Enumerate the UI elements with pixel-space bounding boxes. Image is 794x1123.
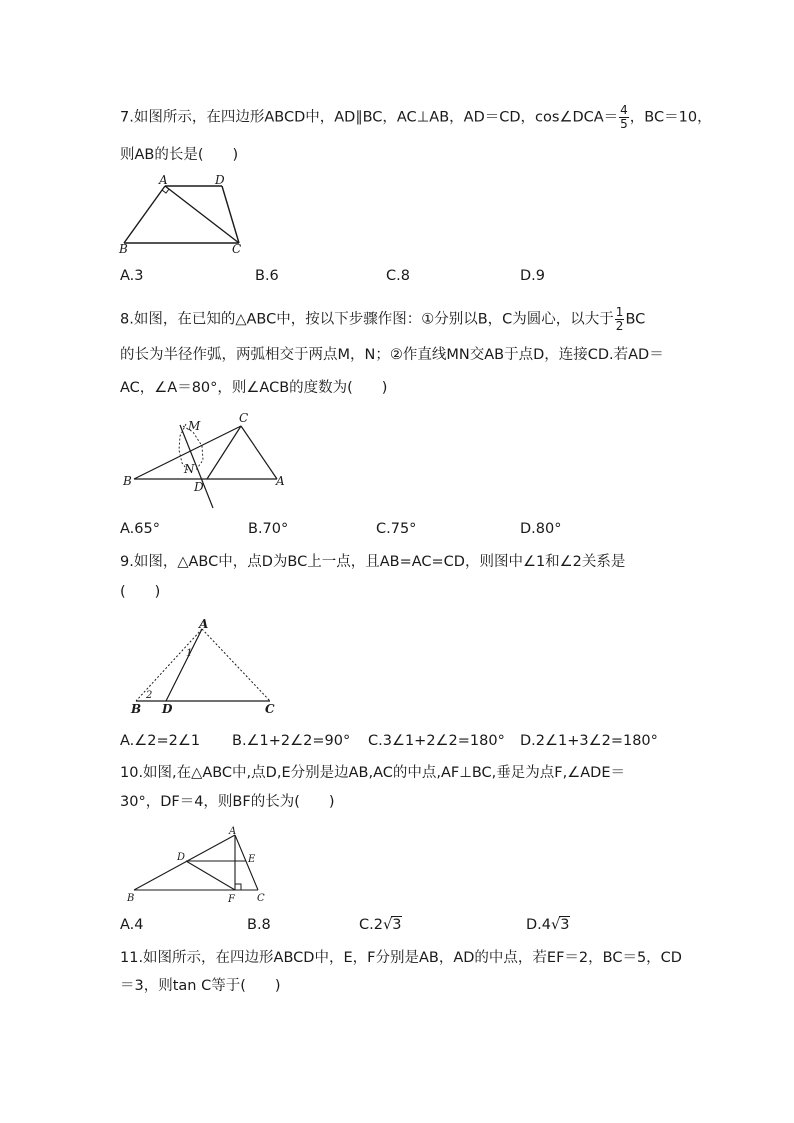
q7-stem-text: 7.如图所示，在四边形ABCD中，AD∥BC，AC⊥AB，AD＝CD，cos∠DCA＝ <box>120 109 619 126</box>
q7-label-b: B <box>119 242 128 256</box>
q9-label-a: A <box>199 617 209 631</box>
q7-label-d: D <box>215 173 225 187</box>
q8-label-d: D <box>194 480 204 494</box>
q8-label-m: M <box>188 419 201 433</box>
q10-option-a[interactable]: A.4 <box>120 917 144 933</box>
q9-option-c[interactable]: C.3∠1+2∠2=180° <box>368 733 505 749</box>
q11-stem-line2: ＝3，则tan C等于( ) <box>120 978 281 994</box>
q10-right-angle-mark <box>235 884 241 890</box>
q7-option-a[interactable]: A.3 <box>120 268 144 284</box>
q9-segment-ab <box>136 629 202 701</box>
q7-fraction-denominator: 5 <box>620 117 628 131</box>
q10-option-c-text: C.2 <box>359 917 383 933</box>
q8-label-b: B <box>123 474 132 488</box>
q8-stem-line3: AC，∠A＝80°，则∠ACB的度数为( ) <box>120 380 388 396</box>
q9-segment-ad <box>166 629 202 701</box>
q8-stem-text-end: BC <box>625 311 646 328</box>
q10-segment-ab <box>134 835 235 890</box>
q10-option-c-radicand: 3 <box>392 917 402 933</box>
q8-arc-right <box>183 426 203 470</box>
sqrt-icon: √ <box>382 917 393 933</box>
q8-option-a[interactable]: A.65° <box>120 521 160 537</box>
q7-option-c[interactable]: C.8 <box>386 268 410 284</box>
q10-option-c[interactable] <box>359 915 402 935</box>
q10-option-d-radicand: 3 <box>560 917 570 933</box>
q9-stem-line2: ( ) <box>120 584 161 600</box>
q10-label-d: D <box>177 852 186 863</box>
q9-label-angle2: 2 <box>146 690 153 701</box>
q8-fraction-denominator: 2 <box>615 319 624 333</box>
q10-stem-line1: 10.如图,在△ABC中,点D,E分别是边AB,AC的中点,AF⊥BC,垂足为点F,∠ADE＝ <box>120 765 625 781</box>
q10-option-d[interactable] <box>526 915 570 935</box>
q9-label-d: D <box>162 702 173 716</box>
q10-option-b[interactable]: B.8 <box>247 917 271 933</box>
q7-segment-ac <box>165 186 239 243</box>
q9-label-c: C <box>265 702 275 716</box>
q8-segment-ca <box>241 426 277 479</box>
q8-segment-cd <box>207 426 241 479</box>
q9-segment-ac <box>202 629 270 701</box>
q7-stem-line1 <box>120 104 712 131</box>
q9-stem-line1: 9.如图，△ABC中，点D为BC上一点，且AB=AC=CD，则图中∠1和∠2关系是 <box>120 554 626 570</box>
q8-segment-bc <box>134 426 241 479</box>
q7-segment-dc <box>222 186 239 243</box>
q9-label-angle1: 1 <box>186 648 193 659</box>
q8-option-b[interactable]: B.70° <box>248 521 289 537</box>
q7-label-a: A <box>159 173 168 187</box>
q11-stem-line1: 11.如图所示，在四边形ABCD中，E，F分别是AB，AD的中点，若EF＝2，BC＝5，CD <box>120 950 682 966</box>
q8-label-c: C <box>239 411 249 425</box>
q8-stem-line1 <box>120 306 645 333</box>
q10-segment-ac <box>235 835 258 890</box>
q7-option-b[interactable]: B.6 <box>255 268 279 284</box>
q8-stem-line2: 的长为半径作弧，两弧相交于两点M，N；②作直线MN交AB于点D，连接CD.若AD＝ <box>120 347 664 363</box>
q9-label-b: B <box>131 702 142 716</box>
q10-label-a: A <box>229 826 237 837</box>
q8-fraction <box>615 306 625 333</box>
q8-arc-left <box>179 424 189 472</box>
q7-fraction-numerator: 4 <box>620 103 628 117</box>
q8-option-d[interactable]: D.80° <box>520 521 562 537</box>
q7-right-angle-mark <box>162 189 169 193</box>
sqrt-icon: √ <box>551 917 561 933</box>
q8-label-n: N <box>184 462 195 476</box>
q7-label-c: C <box>232 242 242 256</box>
q7-option-d[interactable]: D.9 <box>520 268 545 284</box>
q8-stem-text: 8.如图，在已知的△ABC中，按以下步骤作图：①分别以B，C为圆心，以大于 <box>120 311 614 328</box>
q7-stem-text-end: ，BC＝10， <box>629 109 712 126</box>
q9-option-d[interactable]: D.2∠1+3∠2=180° <box>520 733 658 749</box>
q10-segment-df <box>186 861 235 890</box>
q10-stem-line2: 30°，DF＝4，则BF的长为( ) <box>120 794 335 810</box>
q10-label-f: F <box>228 894 235 905</box>
q10-option-d-text: D.4 <box>526 917 551 933</box>
q7-segment-ab <box>124 186 165 243</box>
q7-stem-line2: 则AB的长是( ) <box>120 147 239 163</box>
q8-label-a: A <box>276 474 285 488</box>
q8-line-mn <box>180 425 213 508</box>
q8-fraction-numerator: 1 <box>615 305 624 319</box>
q10-label-b: B <box>127 893 135 904</box>
q10-label-c: C <box>257 893 265 904</box>
q9-option-b[interactable]: B.∠1+2∠2=90° <box>232 733 351 749</box>
q8-option-c[interactable]: C.75° <box>376 521 417 537</box>
q10-label-e: E <box>248 854 256 865</box>
q9-option-a[interactable]: A.∠2=2∠1 <box>120 733 201 749</box>
q7-fraction <box>619 104 629 131</box>
